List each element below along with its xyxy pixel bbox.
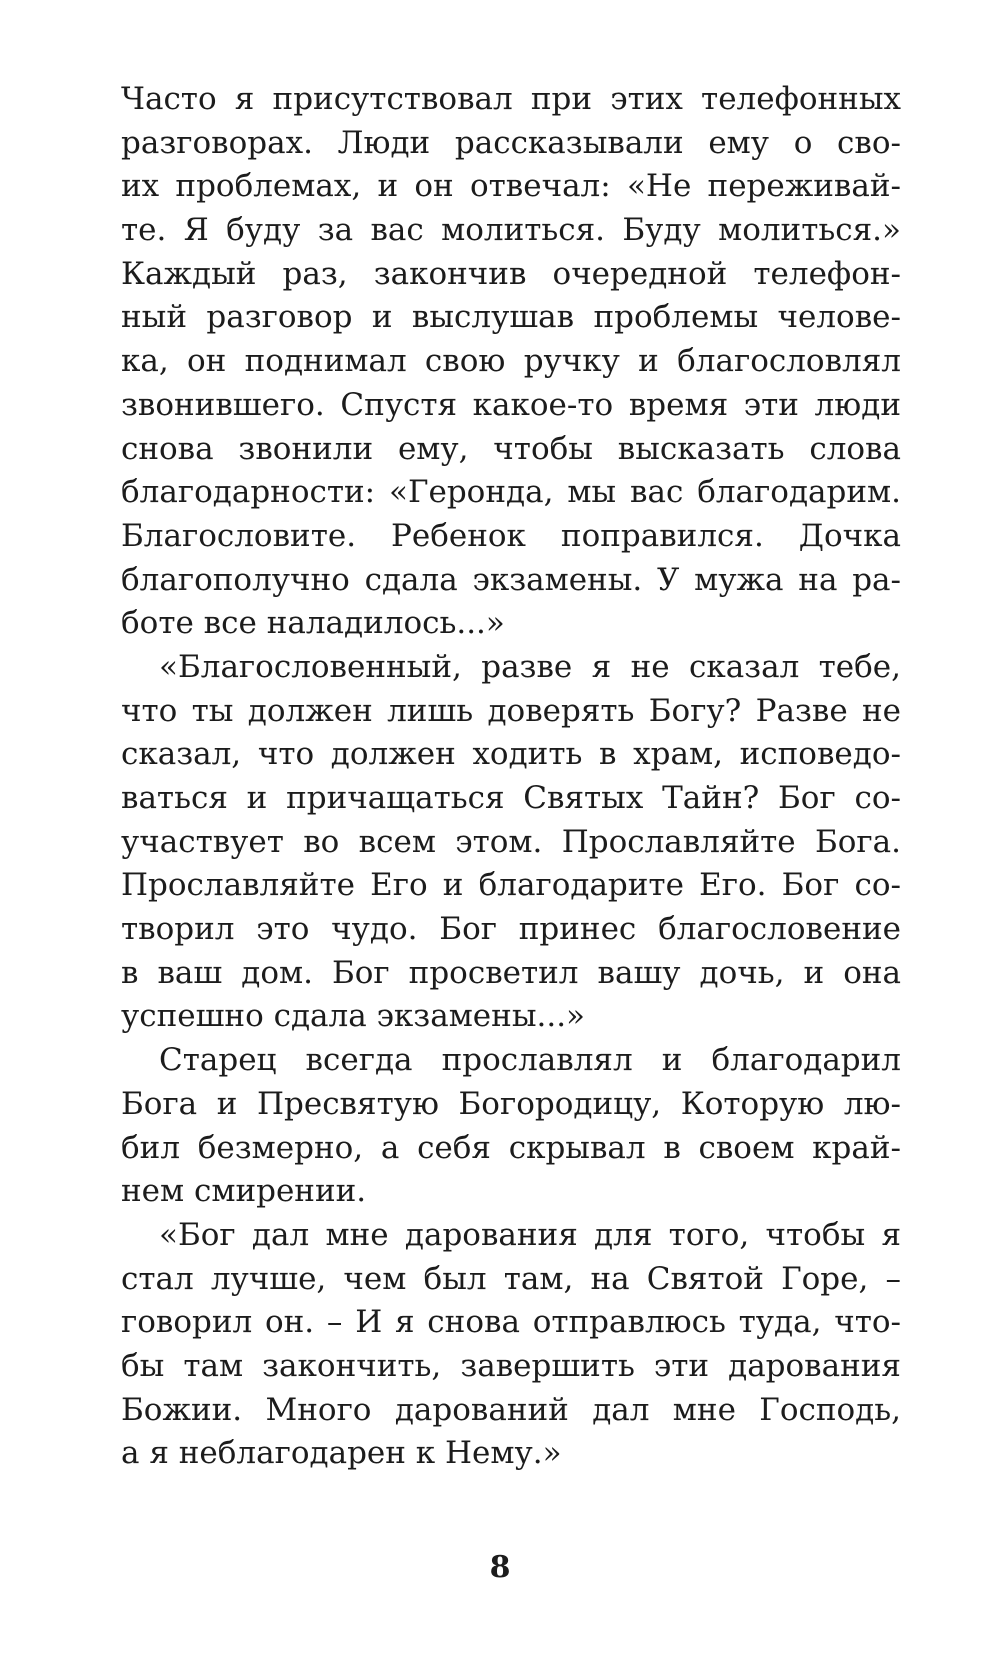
text-line: благополучно сдала экзамены. У мужа на ра- [121,561,901,598]
text-line: бил безмерно, а себя скрывал в своем край- [121,1129,901,1166]
text-line: Каждый раз, закончив очередной телефон- [121,255,901,292]
text-line: благодарности: «Геронда, мы вас благодарим. [121,474,901,511]
text-line: Божии. Много дарований дал мне Господь, [121,1391,901,1428]
text-line: «Благословенный, разве я не сказал тебе, [159,648,901,685]
page-number: 8 [489,1550,511,1585]
text-line: снова звонили ему, чтобы высказать слова [121,430,901,467]
text-line: бы там закончить, завершить эти дарования [121,1347,901,1384]
text-line: а я неблагодарен к Нему.» [121,1435,562,1472]
text-line: нем смирении. [121,1173,367,1210]
text-line: в ваш дом. Бог просветил вашу дочь, и она [121,954,901,991]
text-line: ваться и причащаться Святых Тайн? Бог со- [121,780,901,816]
text-line: что ты должен лишь доверять Богу? Разве не [121,692,901,729]
text-line: Бога и Пресвятую Богородицу, Которую лю- [121,1085,901,1122]
text-line: звонившего. Спустя какое-то время эти люди [121,386,901,423]
text-line: разговорах. Люди рассказывали ему о сво- [121,124,901,161]
text-line: боте все наладилось...» [121,605,505,642]
paragraph-4 [121,1214,901,1476]
text-line: сказал, что должен ходить в храм, исповедо- [121,736,901,773]
text-line: ный разговор и выслушав проблемы челове- [121,299,901,336]
text-line: Прославляйте Его и благодарите Его. Бог со- [121,867,901,904]
text-line: Старец всегда прославлял и благодарил [159,1042,901,1079]
text-line: Часто я присутствовал при этих телефонных [121,81,901,117]
text-line: «Бог дал мне дарования для того, чтобы я [159,1216,901,1253]
text-line: Благословите. Ребенок поправился. Дочка [121,517,901,554]
text-line: стал лучше, чем был там, на Святой Горе, – [121,1260,901,1297]
text-line: успешно сдала экзамены...» [121,998,586,1035]
paragraph-1 [121,78,901,646]
text-line: творил это чудо. Бог принес благословение [121,911,901,948]
body-text [121,78,901,1476]
text-line: говорил он. – И я снова отправлюсь туда, что- [121,1304,901,1341]
paragraph-3 [121,1039,901,1214]
text-line: ка, он поднимал свою ручку и благословлял [121,343,901,380]
text-line: их проблемах, и он отвечал: «Не переживай- [121,168,901,205]
text-line: участвует во всем этом. Прославляйте Бога. [121,823,901,860]
paragraph-2 [121,646,901,1039]
text-line: те. Я буду за вас молиться. Буду молиться.» [121,212,901,249]
